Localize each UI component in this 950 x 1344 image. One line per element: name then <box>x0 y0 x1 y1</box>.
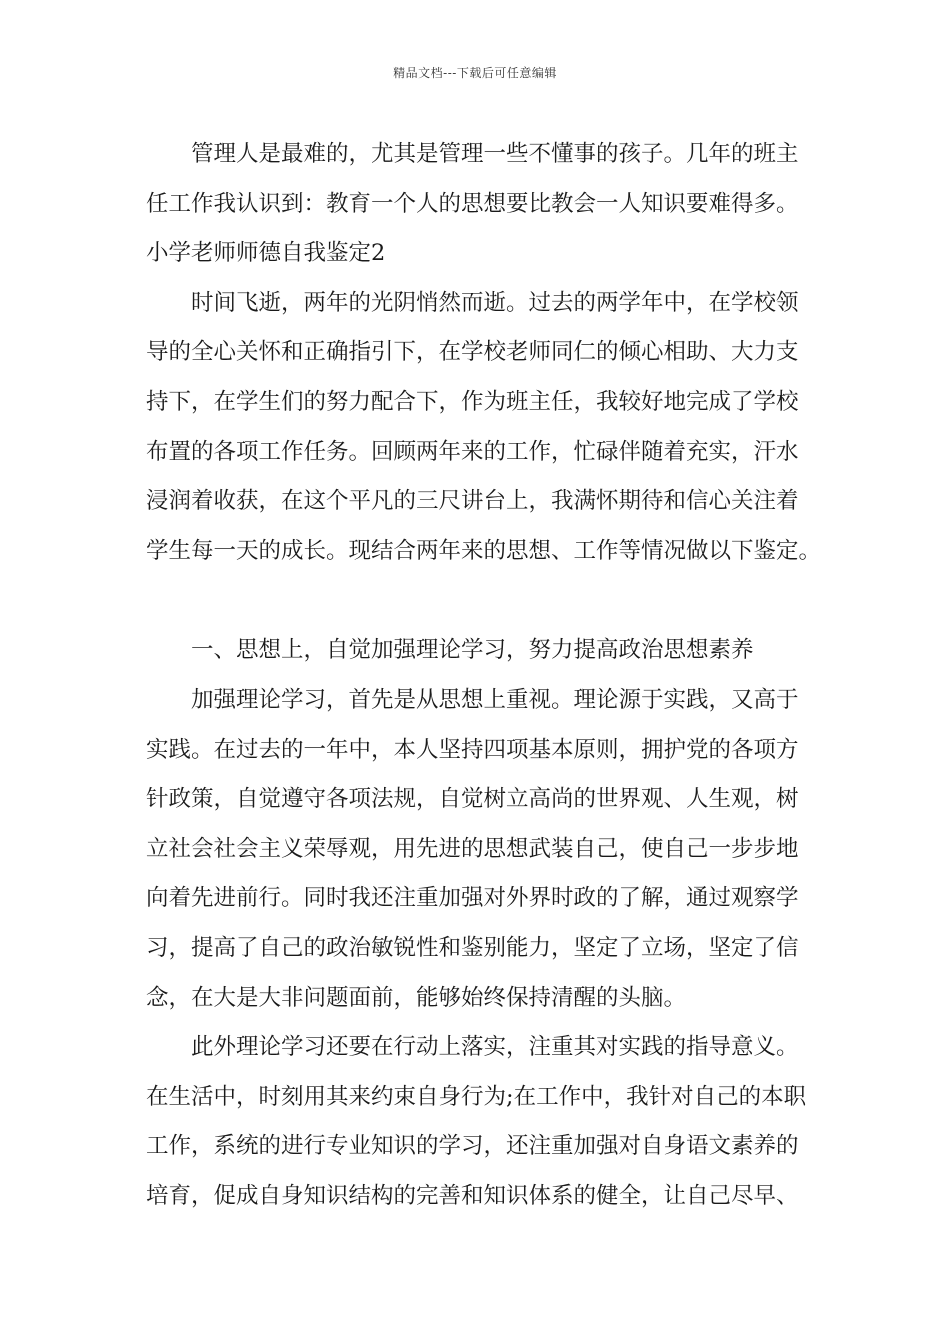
paragraph-line: 立社会社会主义荣辱观，用先进的思想武装自己，使自己一步步地 <box>146 835 799 862</box>
section-title: 小学老师师德自我鉴定2 <box>146 240 386 267</box>
paragraph-line: 针政策，自觉遵守各项法规，自觉树立高尚的世界观、人生观，树 <box>146 786 799 813</box>
paragraph-line: 任工作我认识到：教育一个人的思想要比教会一人知识要难得多。 <box>146 190 799 217</box>
paragraph-line: 浸润着收获，在这个平凡的三尺讲台上，我满怀期待和信心关注着 <box>146 488 799 515</box>
paragraph-line: 此外理论学习还要在行动上落实，注重其对实践的指导意义。 <box>191 1034 799 1061</box>
page-header: 精品文档---下载后可任意编辑 <box>393 66 557 80</box>
paragraph-line: 布置的各项工作任务。回顾两年来的工作，忙碌伴随着充实，汗水 <box>146 438 799 465</box>
paragraph-line: 习，提高了自己的政治敏锐性和鉴别能力，坚定了立场，坚定了信 <box>146 934 799 961</box>
paragraph-line: 向着先进前行。同时我还注重加强对外界时政的了解，通过观察学 <box>146 885 799 912</box>
paragraph-line: 持下，在学生们的努力配合下，作为班主任，我较好地完成了学校 <box>146 388 799 415</box>
document-body <box>146 130 822 1221</box>
blank-line <box>146 576 806 626</box>
paragraph-line: 工作，系统的进行专业知识的学习，还注重加强对自身语文素养的 <box>146 1133 799 1160</box>
paragraph-line: 时间飞逝，两年的光阴悄然而逝。过去的两学年中，在学校领 <box>191 289 799 316</box>
paragraph-line: 实践。在过去的一年中，本人坚持四项基本原则，拥护党的各项方 <box>146 736 799 763</box>
paragraph-line: 培育，促成自身知识结构的完善和知识体系的健全，让自己尽早、 <box>146 1182 799 1209</box>
subsection-heading: 一、思想上，自觉加强理论学习，努力提高政治思想素养 <box>191 637 754 664</box>
paragraph-line: 在生活中，时刻用其来约束自身行为;在工作中，我针对自己的本职 <box>146 1083 807 1110</box>
paragraph-line: 念，在大是大非问题面前，能够始终保持清醒的头脑。 <box>146 984 687 1011</box>
paragraph-line: 导的全心关怀和正确指引下，在学校老师同仁的倾心相助、大力支 <box>146 339 799 366</box>
paragraph-line: 管理人是最难的，尤其是管理一些不懂事的孩子。几年的班主 <box>191 141 799 167</box>
paragraph-line: 学生每一天的成长。现结合两年来的思想、工作等情况做以下鉴定。 <box>146 537 822 564</box>
paragraph-line: 加强理论学习，首先是从思想上重视。理论源于实践，又高于 <box>191 686 799 713</box>
